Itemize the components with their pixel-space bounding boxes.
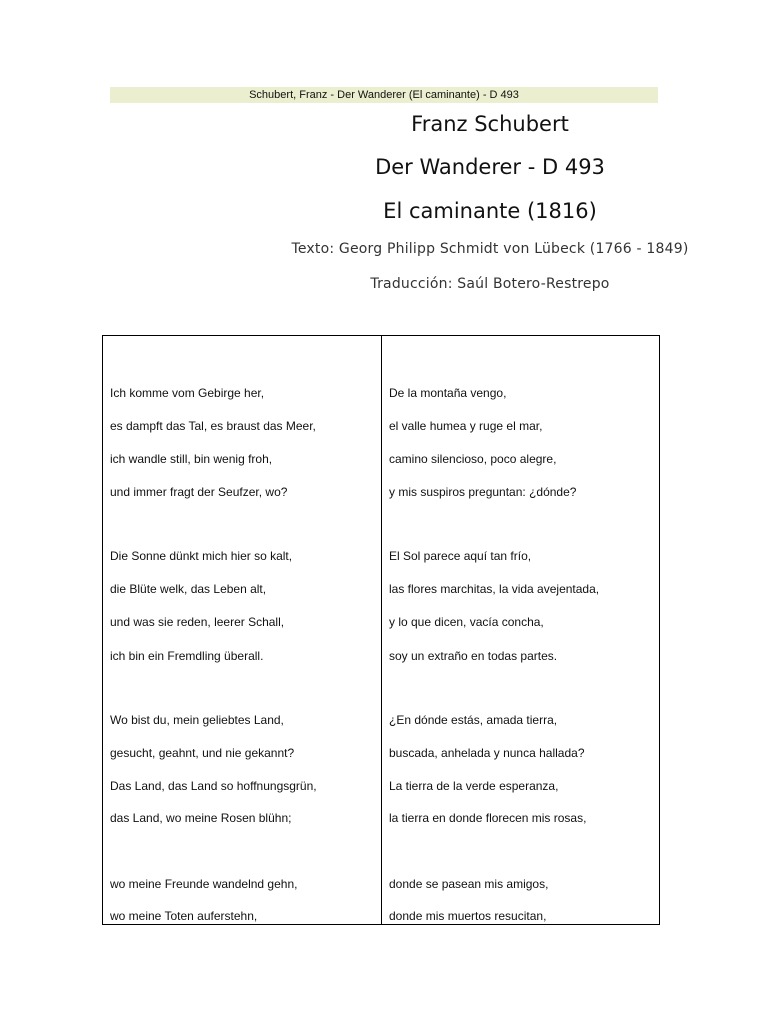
spanish-line: las flores marchitas, la vida avejentada, (389, 582, 600, 596)
spanish-line: donde mis muertos resucitan, (389, 909, 547, 923)
german-line: wo meine Toten auferstehn, (110, 909, 258, 923)
work-title: Der Wanderer - D 493 (375, 155, 605, 179)
composer-title: Franz Schubert (411, 112, 569, 136)
spanish-line: La tierra de la verde esperanza, (389, 779, 559, 793)
spanish-line: el valle humea y ruge el mar, (389, 419, 543, 433)
spanish-line: De la montaña vengo, (389, 386, 507, 400)
poem-table (102, 335, 660, 925)
german-line: Ich komme vom Gebirge her, (110, 386, 265, 400)
german-line: Die Sonne dünkt mich hier so kalt, (110, 549, 293, 563)
spanish-line: buscada, anhelada y nunca hallada? (389, 746, 585, 760)
spanish-line: camino silencioso, poco alegre, (389, 452, 557, 466)
german-line: gesucht, geahnt, und nie gekannt? (110, 746, 295, 760)
spanish-line: soy un extraño en todas partes. (389, 649, 558, 663)
spanish-title: El caminante (1816) (383, 199, 597, 223)
spanish-line: y mis suspiros preguntan: ¿dónde? (389, 485, 577, 499)
german-line: die Blüte welk, das Leben alt, (110, 582, 267, 596)
spanish-line: ¿En dónde estás, amada tierra, (389, 713, 558, 727)
german-line: und immer fragt der Seufzer, wo? (110, 485, 288, 499)
german-line: ich bin ein Fremdling überall. (110, 649, 264, 663)
german-line: das Land, wo meine Rosen blühn; (110, 811, 292, 825)
text-credit: Texto: Georg Philipp Schmidt von Lübeck (1766 - 1849) (291, 241, 689, 257)
spanish-line: donde se pasean mis amigos, (389, 877, 549, 891)
german-line: ich wandle still, bin wenig froh, (110, 452, 273, 466)
spanish-line: y lo que dicen, vacía concha, (389, 615, 544, 629)
german-line: und was sie reden, leerer Schall, (110, 615, 285, 629)
german-line: Das Land, das Land so hoffnungsgrün, (110, 779, 317, 793)
spanish-line: la tierra en donde florecen mis rosas, (389, 811, 587, 825)
column-divider (381, 336, 382, 924)
translation-credit: Traducción: Saúl Botero-Restrepo (370, 276, 610, 292)
german-line: Wo bist du, mein geliebtes Land, (110, 713, 284, 727)
spanish-line: El Sol parece aquí tan frío, (389, 549, 532, 563)
german-line: wo meine Freunde wandelnd gehn, (110, 877, 298, 891)
running-header: Schubert, Franz - Der Wanderer (El caminante) - D 493 (110, 87, 658, 103)
german-line: es dampft das Tal, es braust das Meer, (110, 419, 316, 433)
